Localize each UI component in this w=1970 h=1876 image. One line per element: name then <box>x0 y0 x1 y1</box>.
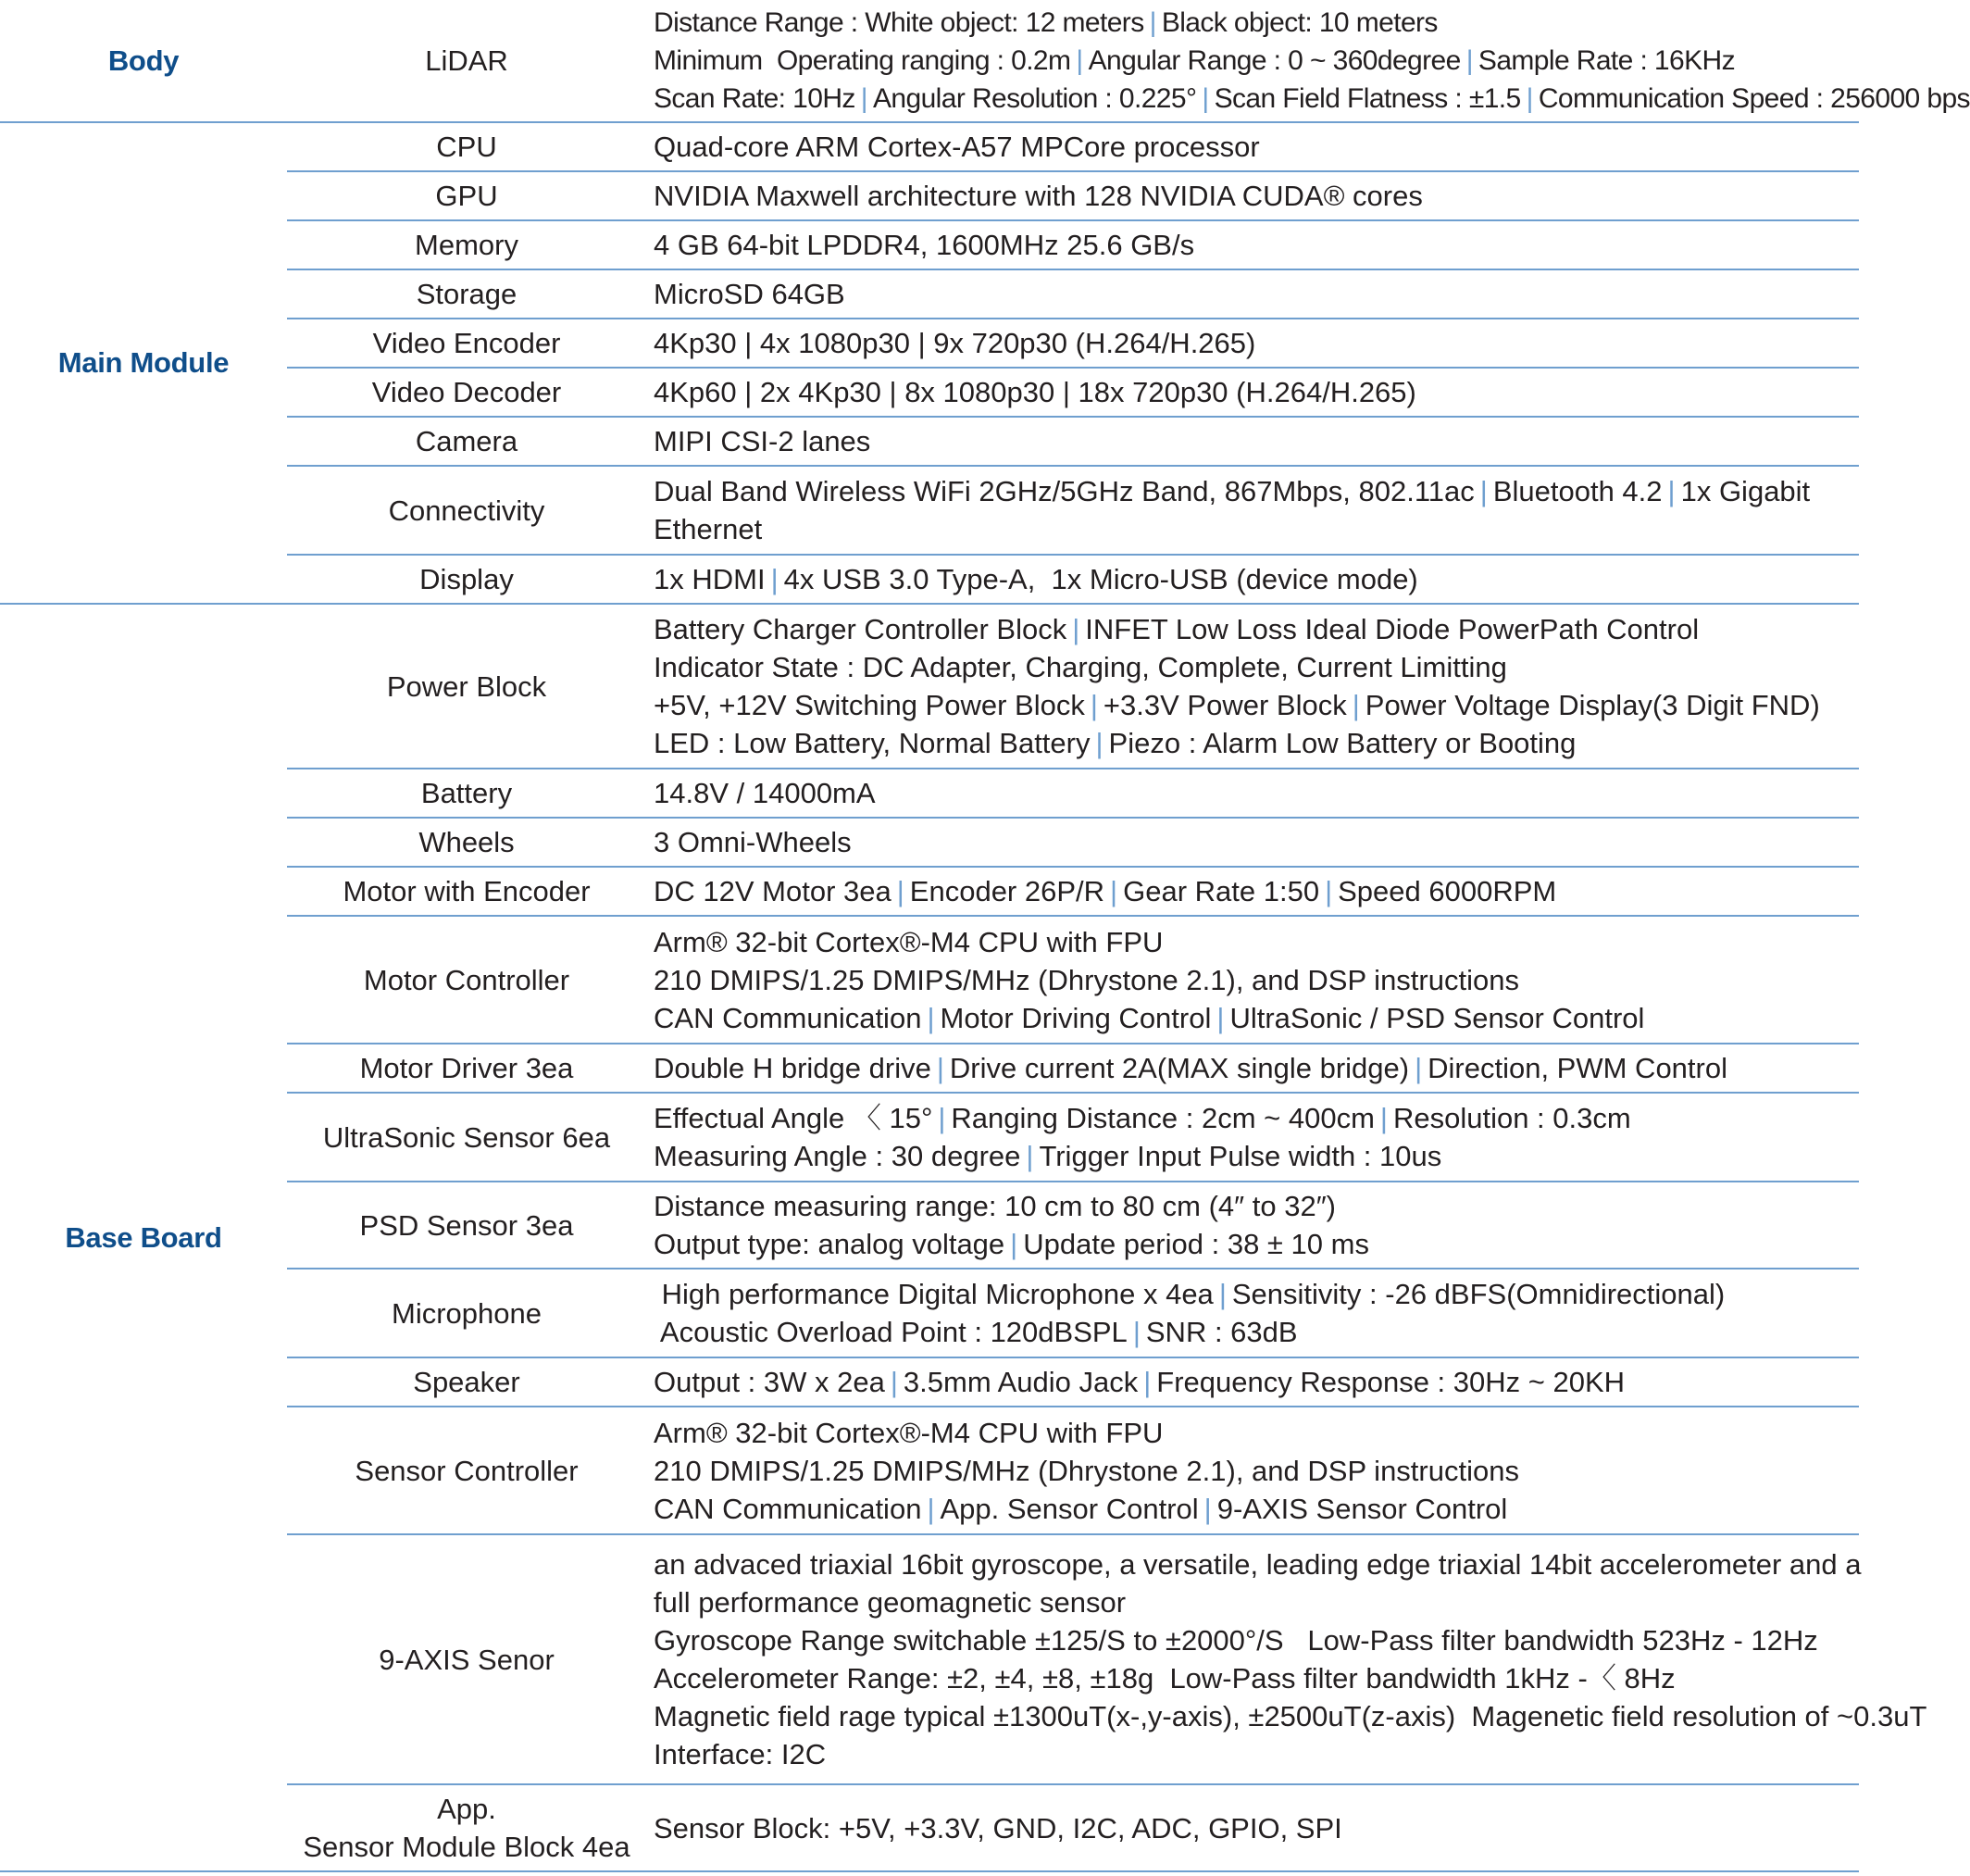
value-line <box>654 1659 1859 1697</box>
value-segment: CAN Communication <box>654 1492 922 1525</box>
item-value <box>646 1182 1859 1269</box>
value-line <box>654 510 1859 548</box>
value-segment: Frequency Response : 30Hz ~ 20KH <box>1156 1366 1626 1398</box>
item-value <box>646 1044 1859 1093</box>
value-segment: Arm® 32-bit Cortex®-M4 CPU with FPU <box>654 925 1164 958</box>
value-segment: Black object: 10 meters <box>1161 7 1438 38</box>
value-segment: Battery Charger Controller Block <box>654 613 1067 645</box>
value-segment: 14.8V / 14000mA <box>654 777 876 809</box>
value-line <box>654 324 1859 362</box>
value-segment: 4 GB 64-bit LPDDR4, 1600MHz 25.6 GB/s <box>654 229 1195 261</box>
value-line <box>654 1099 1859 1137</box>
item-name-line: Power Block <box>386 669 547 703</box>
value-segment: 210 DMIPS/1.25 DMIPS/MHz (Dhrystone 2.1), and DSP instructions <box>654 963 1519 996</box>
value-segment: 4x USB 3.0 Type-A, 1x Micro-USB (device mode) <box>783 563 1418 595</box>
value-segment: UltraSonic / PSD Sensor Control <box>1229 1001 1645 1034</box>
separator-bar: | <box>1379 1102 1388 1134</box>
item-value <box>646 1269 1859 1357</box>
section-label-base-board: Base Board <box>0 604 287 1871</box>
value-segment: INFET Low Loss Ideal Diode PowerPath Control <box>1085 613 1700 645</box>
value-line <box>654 999 1859 1037</box>
value-line <box>654 823 1859 861</box>
item-name <box>287 368 646 417</box>
separator-bar: | <box>896 875 904 907</box>
item-name-line: Display <box>419 563 514 595</box>
item-name <box>287 1044 646 1093</box>
item-name-line: Connectivity <box>388 494 545 527</box>
item-value <box>646 171 1859 220</box>
value-segment: CAN Communication <box>654 1001 922 1034</box>
separator-bar: | <box>890 1366 898 1398</box>
item-value <box>646 220 1859 269</box>
separator-bar: | <box>927 1492 935 1525</box>
item-value <box>646 1407 1859 1534</box>
value-segment: Output type: analog voltage <box>654 1228 1005 1260</box>
value-line <box>654 1414 1859 1452</box>
item-name <box>287 555 646 604</box>
value-line <box>654 1187 1859 1225</box>
value-segment: full performance geomagnetic sensor <box>654 1586 1127 1619</box>
value-segment: an advaced triaxial 16bit gyroscope, a versatile, leading edge triaxial 14bit accelerometer and a <box>654 1548 1862 1581</box>
item-name-line: Battery <box>420 777 513 809</box>
value-segment: Gyroscope Range switchable ±125/S to ±2000°/S Low-Pass filter bandwidth 523Hz - 12Hz <box>654 1624 1818 1657</box>
value-line <box>654 226 1859 264</box>
item-value <box>646 368 1859 417</box>
value-line <box>654 1275 1859 1313</box>
section-label-main-module: Main Module <box>0 122 287 604</box>
separator-bar: | <box>1479 475 1488 507</box>
value-segment: Ethernet <box>654 513 763 545</box>
value-segment: Output : 3W x 2ea <box>654 1366 885 1398</box>
item-name <box>287 220 646 269</box>
value-segment: Piezo : Alarm Low Battery or Booting <box>1108 727 1577 759</box>
value-line <box>654 275 1859 313</box>
item-name <box>287 417 646 466</box>
value-segment: Speed 6000RPM <box>1338 875 1557 907</box>
item-name <box>287 818 646 867</box>
value-segment: App. Sensor Control <box>940 1492 1199 1525</box>
value-segment: Distance measuring range: 10 cm to 80 cm (4″ to 32″) <box>654 1190 1337 1222</box>
value-segment: Double H bridge drive <box>654 1052 931 1084</box>
value-segment: 4Kp60 | 2x 4Kp30 | 8x 1080p30 | 18x 720p30 (H.264/H.265) <box>654 376 1416 408</box>
value-line <box>654 1490 1859 1528</box>
separator-bar: | <box>1202 83 1209 114</box>
item-value <box>646 555 1859 604</box>
separator-bar: | <box>1010 1228 1018 1260</box>
separator-bar: | <box>936 1052 944 1084</box>
item-name-line: Wheels <box>418 826 515 858</box>
item-name <box>287 1182 646 1269</box>
value-segment: Effectual Angle 〈 15° <box>654 1102 933 1134</box>
value-line <box>654 1583 1859 1621</box>
separator-bar: | <box>1325 875 1333 907</box>
value-line <box>654 1697 1927 1735</box>
value-segment: Angular Range : 0 ~ 360degree <box>1088 45 1461 76</box>
item-name <box>287 867 646 916</box>
item-name <box>287 1534 646 1784</box>
value-segment: Arm® 32-bit Cortex®-M4 CPU with FPU <box>654 1416 1164 1449</box>
item-name <box>287 171 646 220</box>
value-segment: MicroSD 64GB <box>654 278 845 310</box>
value-segment: MIPI CSI-2 lanes <box>654 425 871 457</box>
value-line <box>654 1621 1859 1659</box>
separator-bar: | <box>1026 1140 1034 1172</box>
separator-bar: | <box>1218 1278 1227 1310</box>
value-line <box>654 961 1859 999</box>
item-name-line: Video Decoder <box>371 376 562 408</box>
value-segment: Scan Rate: 10Hz <box>654 83 855 114</box>
value-line <box>654 1809 1859 1847</box>
value-segment: Acoustic Overload Point : 120dBSPL <box>654 1316 1128 1348</box>
item-name-line: Camera <box>415 425 518 457</box>
value-segment: 1x Gigabit <box>1680 475 1811 507</box>
item-name-line: App. <box>437 1793 496 1825</box>
item-name-line: Motor Driver 3ea <box>359 1052 574 1084</box>
item-name <box>287 1407 646 1534</box>
item-value <box>646 417 1859 466</box>
item-value <box>646 916 1859 1044</box>
value-line <box>654 1049 1859 1087</box>
item-name <box>287 604 646 769</box>
item-name <box>287 269 646 319</box>
item-name <box>287 1093 646 1182</box>
value-segment: +5V, +12V Switching Power Block <box>654 689 1085 721</box>
value-segment: Gear Rate 1:50 <box>1123 875 1320 907</box>
item-name <box>287 1269 646 1357</box>
item-name-line: Motor Controller <box>363 963 570 996</box>
item-name-line: GPU <box>435 180 498 212</box>
separator-bar: | <box>1090 689 1098 721</box>
separator-bar: | <box>770 563 779 595</box>
spec-row <box>0 604 1859 769</box>
item-value <box>646 1357 1859 1407</box>
separator-bar: | <box>1143 1366 1152 1398</box>
value-segment: Magnetic field rage typical ±1300uT(x-,y-axis), ±2500uT(z-axis) Magenetic field resolution of ~0.3uT <box>654 1700 1927 1732</box>
separator-bar: | <box>1667 475 1676 507</box>
value-line <box>654 560 1859 598</box>
value-line <box>654 1545 1862 1583</box>
value-line <box>654 1137 1859 1175</box>
value-line <box>654 472 1859 510</box>
value-line <box>654 373 1859 411</box>
value-segment: Interface: I2C <box>654 1738 827 1770</box>
separator-bar: | <box>1526 83 1533 114</box>
value-segment: Ranging Distance : 2cm ~ 400cm <box>951 1102 1375 1134</box>
value-segment: 1x HDMI <box>654 563 766 595</box>
item-value <box>646 1093 1859 1182</box>
item-name <box>287 466 646 555</box>
value-segment: Motor Driving Control <box>940 1001 1212 1034</box>
value-segment: 210 DMIPS/1.25 DMIPS/MHz (Dhrystone 2.1), and DSP instructions <box>654 1454 1519 1487</box>
value-segment: +3.3V Power Block <box>1103 689 1347 721</box>
item-name <box>287 916 646 1044</box>
item-value <box>646 1534 1927 1784</box>
separator-bar: | <box>1203 1492 1212 1525</box>
item-value <box>646 122 1859 171</box>
value-line <box>654 1452 1859 1490</box>
value-line <box>654 4 1859 42</box>
item-name <box>287 1357 646 1407</box>
value-line <box>654 128 1859 166</box>
separator-bar: | <box>1149 7 1156 38</box>
value-segment: 3 Omni-Wheels <box>654 826 852 858</box>
value-line <box>654 872 1859 910</box>
value-segment: Measuring Angle : 30 degree <box>654 1140 1021 1172</box>
item-name-line: Video Encoder <box>372 327 561 359</box>
value-line <box>654 724 1859 762</box>
value-segment: Dual Band Wireless WiFi 2GHz/5GHz Band, 867Mbps, 802.11ac <box>654 475 1475 507</box>
value-segment: Power Voltage Display(3 Digit FND) <box>1365 689 1820 721</box>
value-segment: Scan Field Flatness : ±1.5 <box>1214 83 1521 114</box>
item-value <box>646 466 1859 555</box>
separator-bar: | <box>1110 875 1118 907</box>
separator-bar: | <box>1132 1316 1141 1348</box>
value-line <box>654 686 1859 724</box>
separator-bar: | <box>938 1102 946 1134</box>
value-segment: 4Kp30 | 4x 1080p30 | 9x 720p30 (H.264/H.265) <box>654 327 1256 359</box>
value-segment: Resolution : 0.3cm <box>1392 1102 1631 1134</box>
value-segment: Indicator State : DC Adapter, Charging, Complete, Current Limitting <box>654 651 1507 683</box>
item-name-line: 9-AXIS Senor <box>379 1643 555 1676</box>
item-name-line: Memory <box>415 229 518 261</box>
value-segment: Direction, PWM Control <box>1428 1052 1727 1084</box>
separator-bar: | <box>1352 689 1360 721</box>
item-name <box>287 0 646 122</box>
value-segment: Quad-core ARM Cortex-A57 MPCore processor <box>654 131 1260 163</box>
value-segment: Sample Rate : 16KHz <box>1478 45 1735 76</box>
spec-row <box>0 0 1859 122</box>
separator-bar: | <box>1076 45 1083 76</box>
value-segment: Angular Resolution : 0.225° <box>873 83 1197 114</box>
value-segment: Update period : 38 ± 10 ms <box>1023 1228 1369 1260</box>
item-name <box>287 1784 646 1871</box>
item-name <box>287 769 646 818</box>
item-value <box>646 769 1859 818</box>
value-line <box>654 648 1859 686</box>
value-segment: Minimum Operating ranging : 0.2m <box>654 45 1071 76</box>
separator-bar: | <box>1095 727 1103 759</box>
value-segment: Communication Speed : 256000 bps <box>1538 83 1970 114</box>
item-value <box>646 604 1859 769</box>
value-line <box>654 923 1859 961</box>
value-segment: Trigger Input Pulse width : 10us <box>1039 1140 1442 1172</box>
separator-bar: | <box>1465 45 1473 76</box>
value-segment: Bluetooth 4.2 <box>1492 475 1663 507</box>
item-value <box>646 818 1859 867</box>
item-value <box>646 319 1859 368</box>
item-value <box>646 0 1970 122</box>
item-value <box>646 1784 1859 1871</box>
value-segment: Sensor Block: +5V, +3.3V, GND, I2C, ADC, GPIO, SPI <box>654 1811 1342 1845</box>
item-name-line: CPU <box>436 131 497 163</box>
value-segment: Drive current 2A(MAX single bridge) <box>949 1052 1410 1084</box>
value-segment: DC 12V Motor 3ea <box>654 875 891 907</box>
item-name-line: Motor with Encoder <box>343 875 591 907</box>
value-segment: 9-AXIS Sensor Control <box>1216 1492 1508 1525</box>
value-line <box>654 1735 1859 1773</box>
value-segment: 3.5mm Audio Jack <box>903 1366 1139 1398</box>
item-name-line: Sensor Module Block 4ea <box>303 1831 630 1863</box>
value-line <box>654 1363 1859 1401</box>
item-name <box>287 319 646 368</box>
value-segment: LED : Low Battery, Normal Battery <box>654 727 1091 759</box>
item-value <box>646 269 1859 319</box>
item-name-line: Sensor Controller <box>355 1454 579 1487</box>
value-line <box>654 1313 1859 1351</box>
separator-bar: | <box>860 83 867 114</box>
value-segment: SNR : 63dB <box>1145 1316 1298 1348</box>
item-value <box>646 867 1859 916</box>
separator-bar: | <box>1072 613 1080 645</box>
value-segment: Sensitivity : -26 dBFS(Omnidirectional) <box>1231 1278 1726 1310</box>
value-segment: Encoder 26P/R <box>909 875 1105 907</box>
value-line <box>654 1225 1859 1263</box>
value-line <box>654 774 1859 812</box>
value-line <box>654 177 1859 215</box>
value-line <box>654 610 1859 648</box>
value-line <box>654 42 1859 80</box>
value-segment: NVIDIA Maxwell architecture with 128 NVIDIA CUDA® cores <box>654 180 1423 212</box>
separator-bar: | <box>1216 1001 1225 1034</box>
item-name-line: Storage <box>416 278 517 310</box>
item-name-line: Speaker <box>413 1366 520 1398</box>
section-label-body: Body <box>0 0 287 122</box>
value-segment: Distance Range : White object: 12 meters <box>654 7 1144 38</box>
item-name-line: PSD Sensor 3ea <box>359 1208 574 1242</box>
value-line <box>654 422 1859 460</box>
item-name-line: LiDAR <box>425 44 508 77</box>
value-segment: Accelerometer Range: ±2, ±4, ±8, ±18g Low-Pass filter bandwidth 1kHz -〈 8Hz <box>654 1662 1676 1695</box>
separator-bar: | <box>927 1001 935 1034</box>
value-line <box>654 80 1970 118</box>
item-name-line: UltraSonic Sensor 6ea <box>322 1120 611 1154</box>
item-name-line: Microphone <box>392 1296 542 1330</box>
item-name <box>287 122 646 171</box>
separator-bar: | <box>1415 1052 1423 1084</box>
spec-row <box>0 122 1859 171</box>
value-segment: High performance Digital Microphone x 4ea <box>654 1278 1214 1310</box>
